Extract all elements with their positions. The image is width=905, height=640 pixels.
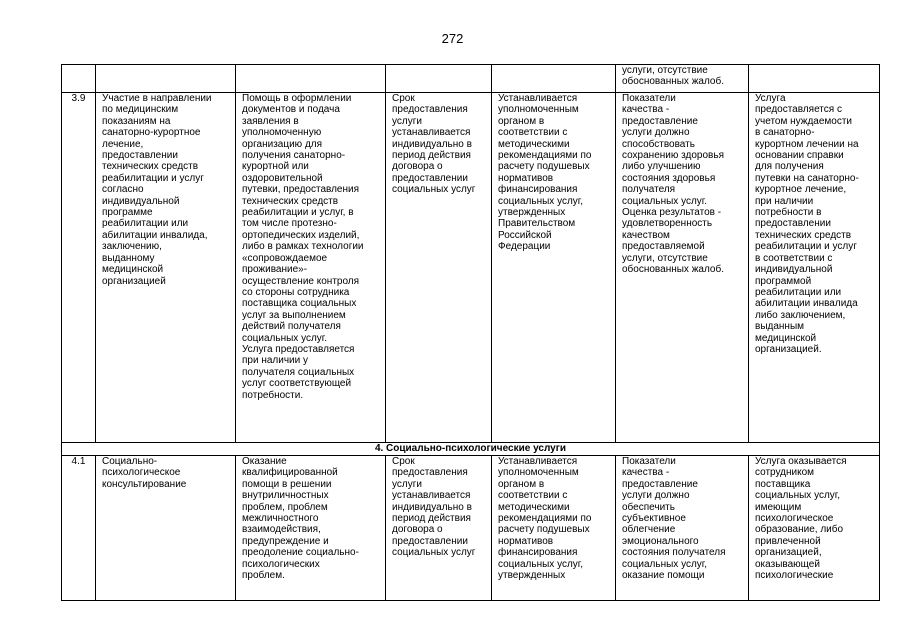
service-quality: Показатели качества - предоставление услуги должно способствовать сохранению здоровья либо улучшению состояния здоровья получателя социальных услуг. Оценка результатов - удовлетворенность качеством предоставляемой услуги, отсутствие обоснованных жалоб. [616,93,749,443]
service-norm: Устанавливается уполномоченным органом в соответствии с методическими рекомендациями по расчету подушевых нормативов финансирования социальных услуг, утвержденных Правительством Российской Федерации [492,93,616,443]
service-conditions: Услуга предоставляется с учетом нуждаемости в санаторно- курортном лечении на основании справки для получения путевки на санаторно- курортное лечение, при наличии потребности в предоставлении технических средств реабилитации и услуг в соответствии с индивидуальной программой реабилитации или абилитации инвалида либо заключением, выданным медицинской организацией. [749,93,880,443]
row-number: 4.1 [62,456,96,601]
service-description: Оказание квалифицированной помощи в решении внутриличностных проблем, проблем межличностного взаимодействия, предупреждение и преодоление социально- психологических проблем. [236,456,386,601]
section-title: 4. Социально-психологические услуги [62,443,880,456]
cell-conditions [749,65,880,93]
cell-term [386,65,492,93]
cell-description [236,65,386,93]
page-number: 272 [441,31,464,46]
cell-num [62,65,96,93]
service-quality: Показатели качества - предоставление услуги должно обеспечить субъективное облегчение эмоционального состояния получателя социальных услуг, оказание помощи [616,456,749,601]
service-term: Срок предоставления услуги устанавливается индивидуально в период действия договора о предоставлении социальных услуг [386,456,492,601]
table-row-4-1 [62,456,880,601]
row-number: 3.9 [62,93,96,443]
service-description: Помощь в оформлении документов и подача заявления в уполномоченную организацию для получения санаторно- курортной или оздоровительной путевки, предоставления технических средств реабилитации и услуг, в том числе протезно- ортопедических изделий, либо в рамках технологии «сопровождаемое проживание»- осуществление контроля со стороны сотрудника поставщика социальных услуг за выполнением действий получателя социальных услуг. Услуга предоставляется при наличии у получателя социальных услуг соответствующей потребности. [236,93,386,443]
service-norm: Устанавливается уполномоченным органом в соответствии с методическими рекомендациями по расчету подушевых нормативов финансирования социальных услуг, утвержденных [492,456,616,601]
table-row-continuation [62,65,880,93]
section-header-row [62,443,880,456]
service-conditions: Услуга оказывается сотрудником поставщика социальных услуг, имеющим психологическое образование, либо привлеченной организацией, оказывающей психологические [749,456,880,601]
service-name: Социально- психологическое консультирование [96,456,236,601]
table-row-3-9 [62,93,880,443]
cell-quality: услуги, отсутствие обоснованных жалоб. [616,65,749,93]
service-name: Участие в направлении по медицинским показаниям на санаторно-курортное лечение, предоставлении технических средств реабилитации и услуг согласно индивидуальной программе реабилитации или абилитации инвалида, заключению, выданному медицинской организацией [96,93,236,443]
services-table [61,64,880,601]
cell-name [96,65,236,93]
service-term: Срок предоставления услуги устанавливается индивидуально в период действия договора о предоставлении социальных услуг [386,93,492,443]
cell-norm [492,65,616,93]
